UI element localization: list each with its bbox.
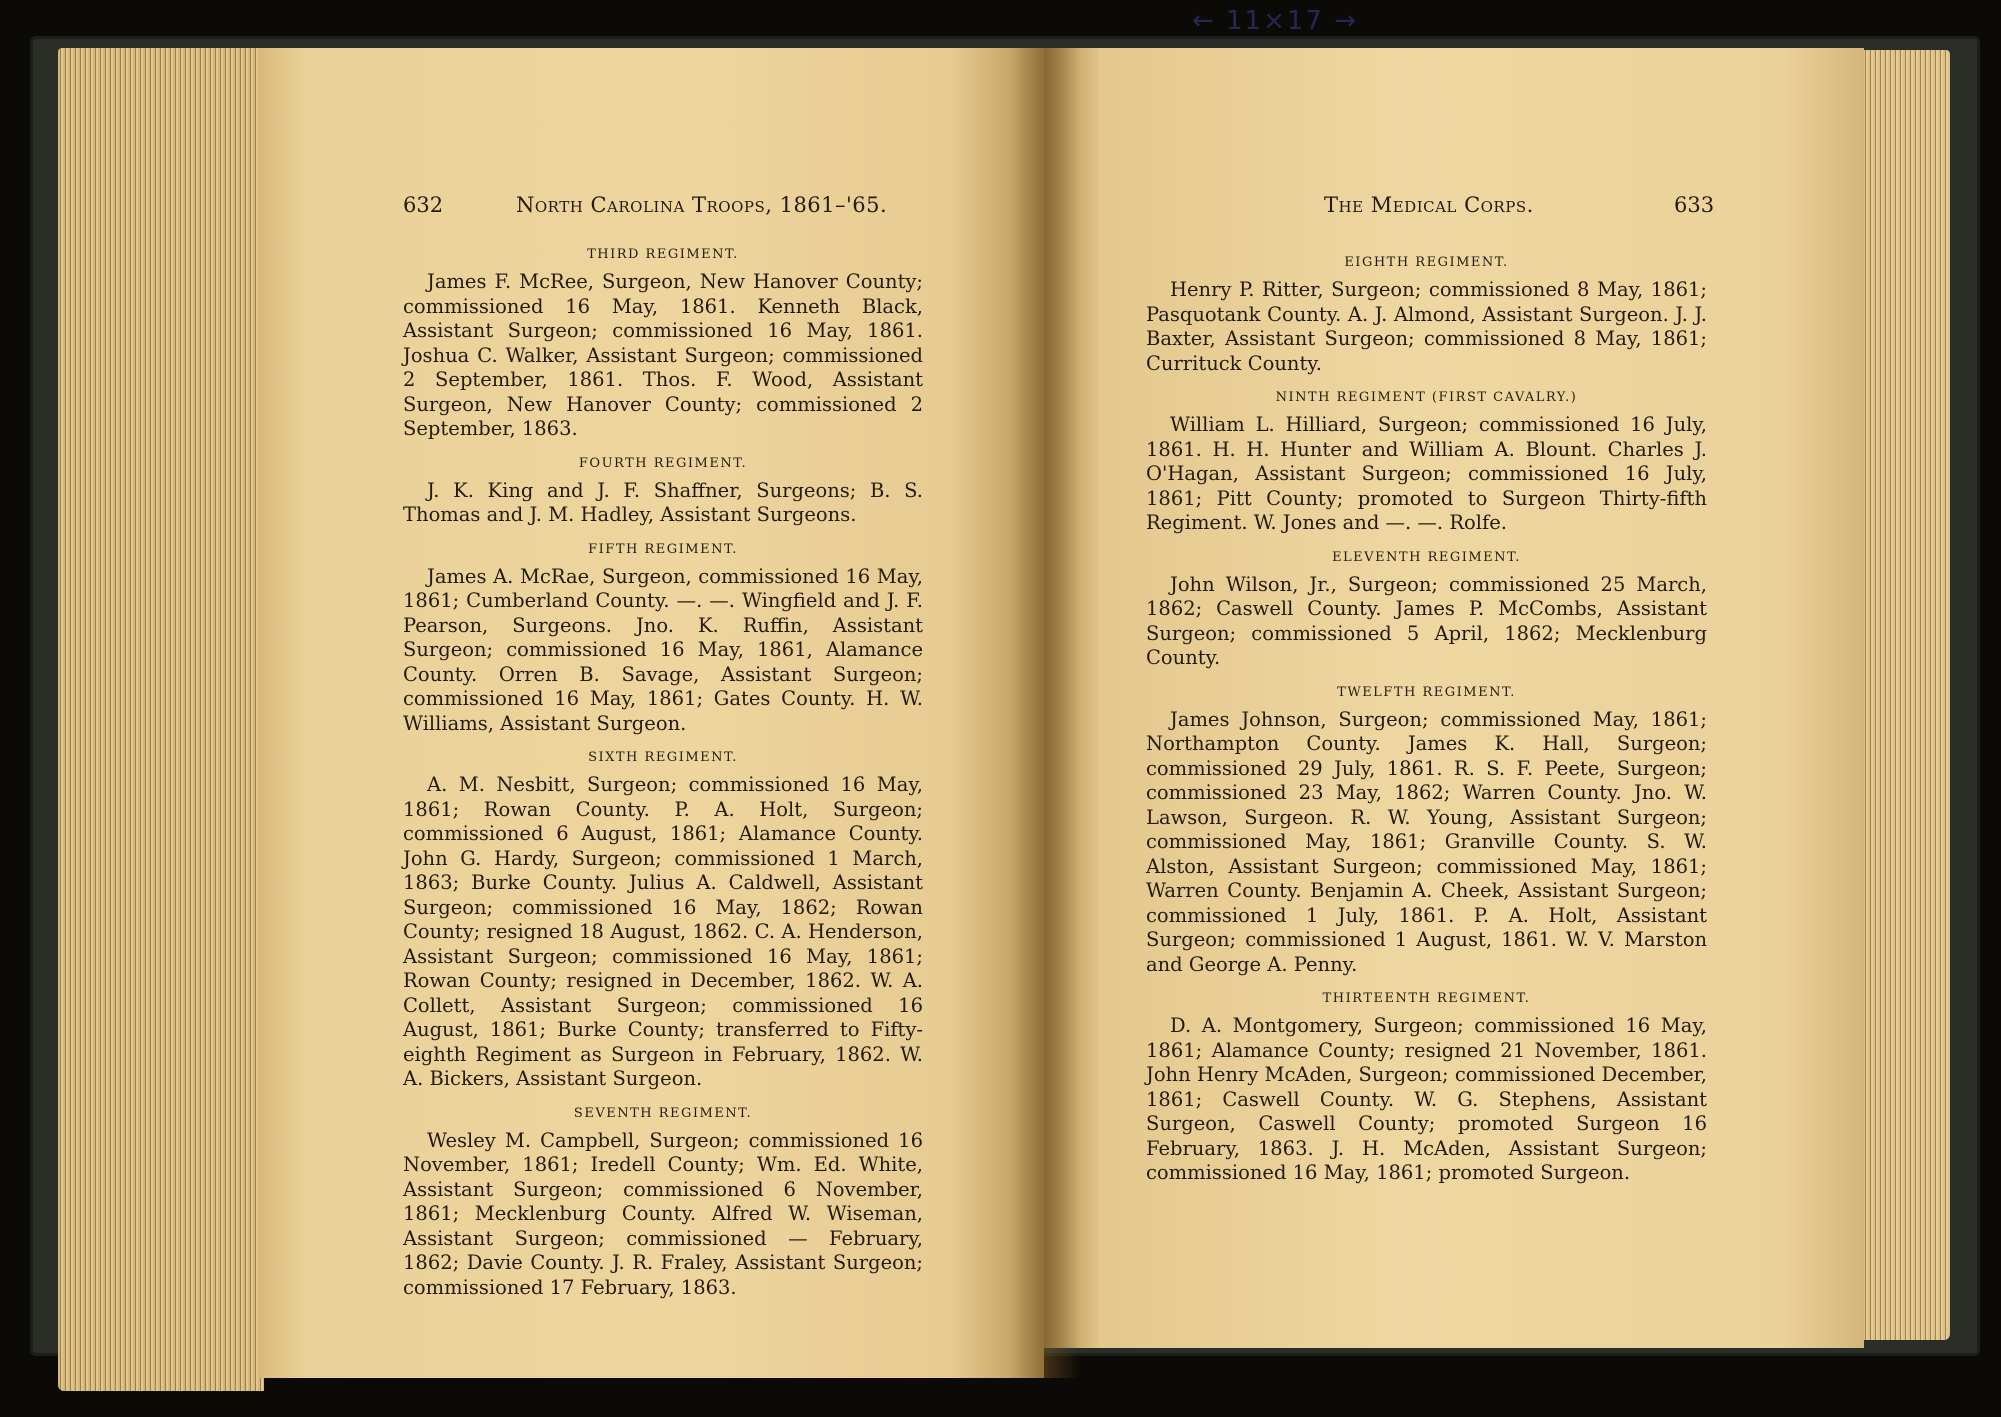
section-heading: EIGHTH REGIMENT. [1344,255,1509,270]
section-text: D. A. Montgomery, Surgeon; commissioned 16 May, 1861; Alamance County; resigned 21 November, 1861. John Henry McAden, Surgeon; commissioned December, 1861; Caswell County. W. G. Stephens, Assistant Surgeon, Caswell County; promoted Surgeon 16 February, 1863. J. H. McAden, Assistant Surgeon; commissioned 16 May, 1861; promoted Surgeon. [1146,1014,1707,1184]
section-text: James A. McRae, Surgeon, commissioned 16 May, 1861; Cumberland County. —. —. Wingfield and J. F. Pearson, Surgeons. Jno. K. Ruffin, Assistant Surgeon; commissioned 16 May, 1861, Alamance County. Orren B. Savage, Assistant Surgeon; commissioned 16 May, 1861; Gates County. H. W. Williams, Assistant Surgeon. [403,564,923,735]
page-edges-right [1858,50,1950,1340]
section-text: Henry P. Ritter, Surgeon; commissioned 8 May, 1861; Pasquotank County. A. J. Almond, Assistant Surgeon. J. J. Baxter, Assistant Surgeon; commissioned 8 May, 1861; Currituck County. [1146,278,1707,375]
section-text: Wesley M. Campbell, Surgeon; commissioned 16 November, 1861; Iredell County; Wm. Ed. White, Assistant Surgeon; commissioned 6 November, 1861; Mecklenburg County. Alfred W. Wiseman, Assistant Surgeon; commissioned — February, 1862; Davie County. J. R. Fraley, Assistant Surgeon; commissioned 17 February, 1863. [403,1128,923,1299]
section-heading: ELEVENTH REGIMENT. [1332,549,1521,565]
page-number: 633 [1674,193,1715,217]
section-heading: THIRTEENTH REGIMENT. [1322,991,1531,1006]
section-heading: TWELFTH REGIMENT. [1337,684,1516,700]
page-number: 632 [403,193,444,217]
section-heading: THIRD REGIMENT. [587,247,739,262]
running-head: North Carolina Troops, 1861–'65. [516,193,888,217]
section-heading: SEVENTH REGIMENT. [573,1105,753,1121]
left-page [258,48,1044,1378]
section-text: James F. McRee, Surgeon, New Hanover County; commissioned 16 May, 1861. Kenneth Black, Assistant Surgeon; commissioned 16 May, 1861. Joshua C. Walker, Assistant Surgeon; commissioned 2 September, 1861. Thos. F. Wood, Assistant Surgeon, New Hanover County; commissioned 2 September, 1863. [403,270,923,440]
page-edges-left [58,48,264,1391]
text-column [1146,241,1707,1186]
size-annotation: ← 11×17 → [1191,6,1359,36]
section-text: James Johnson, Surgeon; commissioned May, 1861; Northampton County. James K. Hall, Surgeon; commissioned 29 July, 1861. R. S. F. Peete, Surgeon; commissioned 23 May, 1862; Warren County. Jno. W. Lawson, Surgeon. R. W. Young, Assistant Surgeon; commissioned May, 1861; Granville County. S. W. Alston, Assistant Surgeon; commissioned May, 1861; Warren County. Benjamin A. Cheek, Assistant Surgeon; commissioned 1 July, 1861. P. A. Holt, Assistant Surgeon; commissioned 1 August, 1861. W. V. Marston and George A. Penny. [1146,707,1707,976]
book-gutter [1010,48,1080,1378]
section-heading: NINTH REGIMENT (FIRST CAVALRY.) [1275,390,1578,405]
section-text: William L. Hilliard, Surgeon; commissioned 16 July, 1861. H. H. Hunter and William A. Blount. Charles J. O'Hagan, Assistant Surgeon; commissioned 16 July, 1861; Pitt County; promoted to Surgeon Thirty-fifth Regiment. W. Jones and —. —. Rolfe. [1146,413,1707,534]
section-text: A. M. Nesbitt, Surgeon; commissioned 16 May, 1861; Rowan County. P. A. Holt, Surgeon; commissioned 6 August, 1861; Alamance County. John G. Hardy, Surgeon; commissioned 1 March, 1863; Burke County. Julius A. Caldwell, Assistant Surgeon; commissioned 16 May, 1862; Rowan County; resigned 18 August, 1862. C. A. Henderson, Assistant Surgeon; commissioned 16 May, 1861; Rowan County; resigned in December, 1862. W. A. Collett, Assistant Surgeon; commissioned 16 August, 1861; Burke County; transferred to Fifty-eighth Regiment as Surgeon in February, 1862. W. A. Bickers, Assistant Surgeon. [403,773,923,1090]
text-column [403,233,923,1300]
section-heading: FIFTH REGIMENT. [588,541,738,557]
section-heading: SIXTH REGIMENT. [588,750,738,765]
section-heading: FOURTH REGIMENT. [578,455,748,471]
running-head: The Medical Corps. [1324,193,1534,217]
right-page [1044,48,1864,1348]
section-text: J. K. King and J. F. Shaffner, Surgeons; B. S. Thomas and J. M. Hadley, Assistant Surgeons. [403,478,923,526]
section-text: John Wilson, Jr., Surgeon; commissioned 25 March, 1862; Caswell County. James P. McCombs, Assistant Surgeon; commissioned 5 April, 1862; Mecklenburg County. [1146,572,1707,669]
